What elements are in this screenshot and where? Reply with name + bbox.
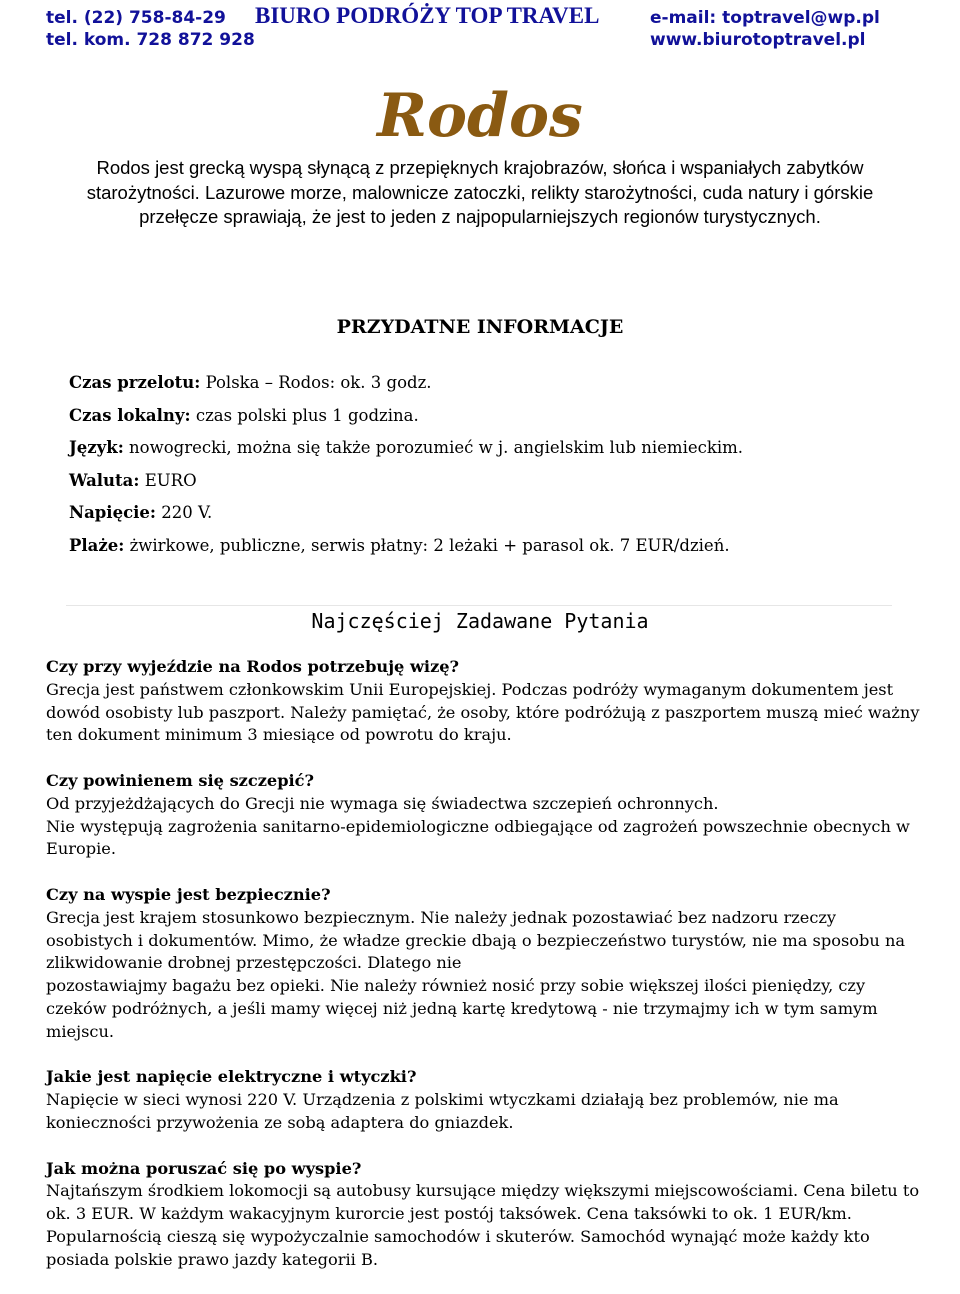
info-value: Polska – Rodos: ok. 3 godz. — [205, 373, 432, 392]
faq-question: Jak można poruszać się po wyspie? — [46, 1158, 362, 1178]
header-email: e-mail: toptravel@wp.pl — [650, 8, 880, 28]
faq-item-safety — [46, 884, 926, 1044]
header-phone: tel. (22) 758-84-29 — [46, 8, 226, 28]
info-value: 220 V. — [161, 503, 213, 523]
faq-item-electricity — [46, 1066, 926, 1134]
header-mobile: tel. kom. 728 872 928 — [46, 30, 255, 50]
info-value: EURO — [144, 470, 197, 490]
page-header — [0, 0, 960, 52]
intro-paragraph: Rodos jest grecką wyspą słynącą z przepięknych krajobrazów, słońca i wspaniałych zabytków starożytności. Lazurowe morze, malownicze zatoczki, relikty starożytności, cuda natury i górskie przełęcze sprawiają, że jest to jeden z najpopularniejszych regionów turystycznych. — [86, 157, 874, 227]
info-value: nowogrecki, można się także porozumieć w j. angielskim lub niemieckim. — [129, 438, 744, 458]
header-agency-name: BIURO PODRÓŻY TOP TRAVEL — [255, 3, 600, 28]
page-title: Rodos — [377, 81, 583, 151]
info-label: Czas przelotu: — [69, 373, 201, 392]
faq-question: Czy przy wyjeździe na Rodos potrzebuję wizę? — [46, 657, 460, 676]
info-label: Napięcie: — [69, 503, 156, 523]
section-divider — [66, 605, 892, 606]
faq-item-vaccination — [46, 770, 926, 861]
info-label: Czas lokalny: — [69, 405, 191, 425]
faq-section-title: Najczęściej Zadawane Pytania — [311, 609, 649, 633]
info-label: Waluta: — [69, 470, 140, 490]
info-row-beaches — [69, 534, 929, 567]
faq-question: Jakie jest napięcie elektryczne i wtyczki? — [46, 1067, 417, 1087]
info-value: żwirkowe, publiczne, serwis płatny: 2 leżaki + parasol ok. 7 EUR/dzień. — [129, 535, 730, 555]
info-row-local-time — [69, 404, 929, 437]
faq-item-transport — [46, 1158, 926, 1272]
faq-item-visa — [46, 656, 926, 747]
faq-question: Czy powinienem się szczepić? — [46, 770, 315, 790]
info-section-title: PRZYDATNE INFORMACJE — [336, 316, 624, 338]
info-list — [69, 371, 929, 567]
info-row-language — [69, 436, 929, 469]
faq-answer: Napięcie w sieci wynosi 220 V. Urządzenia z polskimi wtyczkami działają bez problemów, nie ma konieczności przywożenia ze sobą adaptera do gniazdek. — [46, 1090, 839, 1132]
info-label: Język: — [69, 438, 124, 458]
faq-question: Czy na wyspie jest bezpiecznie? — [46, 884, 331, 904]
header-website: www.biurotoptravel.pl — [650, 30, 866, 50]
info-row-flight-time — [69, 371, 929, 404]
info-row-currency — [69, 469, 929, 502]
faq-answer: Od przyjeżdżających do Grecji nie wymaga się świadectwa szczepień ochronnych. Nie występują zagrożenia sanitarno-epidemiologiczne odbiegające od zagrożeń powszechnie obecnych w Europie. — [46, 793, 910, 859]
faq-answer: Grecja jest krajem stosunkowo bezpiecznym. Nie należy jednak pozostawiać bez nadzoru rzeczy osobistych i dokumentów. Mimo, że władze greckie dbają o bezpieczeństwo turystów, nie ma sposobu na zlikwidowanie drobnej przestępczości. Dlatego nie pozostawiajmy bagażu bez opieki. Nie należy również nosić przy sobie większej ilości pieniędzy, czy czeków podróżnych, a jeśli mamy więcej niż jedną kartę kredytową - nie trzymajmy ich w tym samym miejscu. — [46, 907, 906, 1041]
info-label: Plaże: — [69, 535, 125, 555]
faq-list — [46, 656, 926, 1294]
info-value: czas polski plus 1 godzina. — [195, 405, 419, 425]
faq-answer: Grecja jest państwem członkowskim Unii Europejskiej. Podczas podróży wymaganym dokumentem jest dowód osobisty lub paszport. Należy pamiętać, że osoby, które podróżują z paszportem muszą mieć ważny ten dokument minimum 3 miesiące od powrotu do kraju. — [46, 679, 920, 745]
faq-answer: Najtańszym środkiem lokomocji są autobusy kursujące między większymi miejscowościami. Cena biletu to ok. 3 EUR. W każdym wakacyjnym kurorcie jest postój taksówek. Cena taksówki to ok. 1 EUR/km. Popularnością cieszą się wypożyczalnie samochodów i skuterów. Samochód wynająć może każdy kto posiada polskie prawo jazdy kategorii B. — [46, 1181, 920, 1269]
info-row-voltage — [69, 501, 929, 534]
